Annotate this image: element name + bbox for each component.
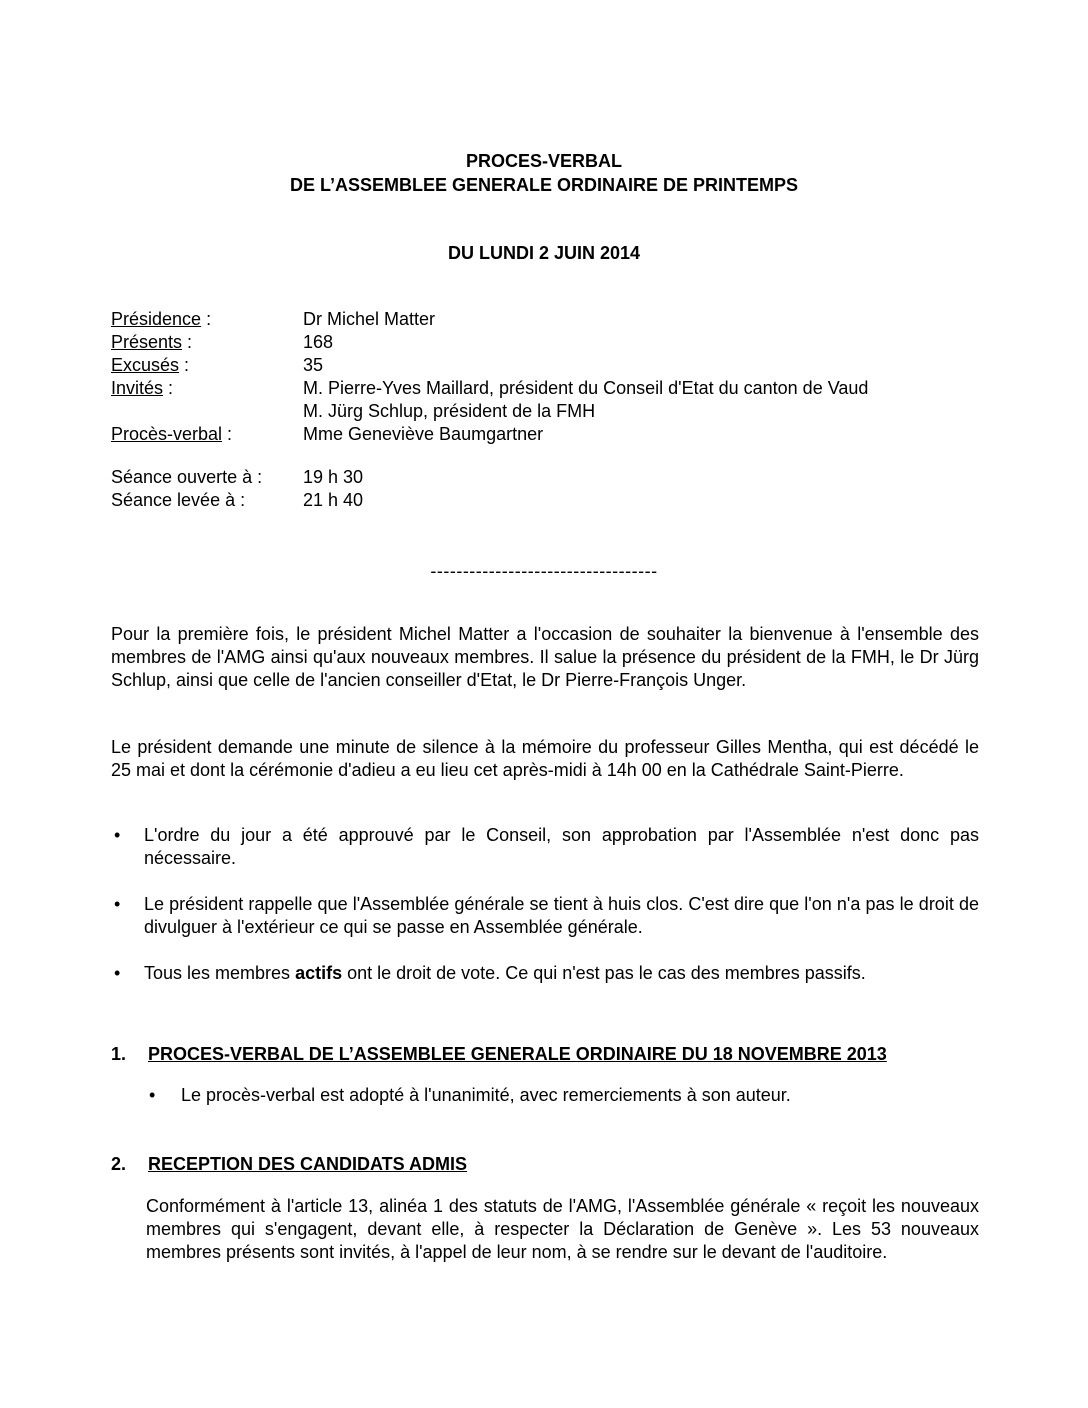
bullet-text: L'ordre du jour a été approuvé par le Conseil, son approbation par l'Assemblée n'est donc pas nécessaire. — [144, 825, 979, 868]
bullet-icon: • — [114, 963, 121, 983]
section-title: RECEPTION DES CANDIDATS ADMIS — [148, 1154, 468, 1174]
bullet-text-emphasis: actifs — [295, 963, 343, 983]
meta-value-ouverte: 19 h 30 — [303, 467, 364, 487]
bullet-icon: • — [149, 1085, 156, 1105]
meta-value-invites-2: M. Jürg Schlup, président de la FMH — [303, 401, 596, 421]
meta-label-presents: Présents — [111, 332, 183, 352]
meta-row-ouverte — [111, 466, 1011, 489]
list-item — [146, 1084, 976, 1107]
list-item — [111, 962, 979, 985]
bullet-text: Le président rappelle que l'Assemblée générale se tient à huis clos. C'est dire que l'on n'a pas le droit de divulguer à l'extérieur ce qui se passe en Assemblée générale. — [144, 894, 979, 937]
meta-colon: : — [182, 332, 193, 352]
section-number: 2. — [111, 1154, 127, 1174]
intro-paragraph: Pour la première fois, le président Michel Matter a l'occasion de souhaiter la bienvenue à l'ensemble des membres de l'AMG ainsi qu'aux nouveaux membres. Il salue la présence du président de la FMH, le Dr Jürg Schlup, ainsi que celle de l'ancien conseiller d'Etat, le Dr Pierre-François Unger. — [111, 624, 979, 690]
intro-bullet-list — [111, 824, 979, 1008]
meta-row-invites-2 — [111, 400, 1011, 423]
section-2-paragraph: Conformément à l'article 13, alinéa 1 des statuts de l'AMG, l'Assemblée générale « reçoit les nouveaux membres qui s'engagent, devant elle, à respecter la Déclaration de Genève ». Les 53 nouveaux membres présents sont invités, à l'appel de leur nom, à se rendre sur le devant de l'auditoire. — [146, 1196, 979, 1262]
meta-value-presidence: Dr Michel Matter — [303, 309, 436, 329]
bullet-text: Le procès-verbal est adopté à l'unanimité, avec remerciements à son auteur. — [181, 1085, 791, 1105]
section-heading-1 — [111, 1043, 887, 1066]
session-times — [111, 466, 1011, 512]
section-title: PROCES-VERBAL DE L’ASSEMBLEE GENERALE ORDINAIRE DU 18 NOVEMBRE 2013 — [148, 1044, 887, 1064]
meta-row-invites — [111, 377, 1011, 400]
meta-value-proces-verbal: Mme Geneviève Baumgartner — [303, 424, 544, 444]
meta-label-invites: Invités — [111, 378, 164, 398]
meta-row-proces-verbal — [111, 423, 1011, 446]
meta-row-presents — [111, 331, 1011, 354]
list-item — [111, 893, 979, 939]
bullet-text-part: ont le droit de vote. Ce qui n'est pas le cas des membres passifs. — [342, 963, 866, 983]
meta-value-invites-1: M. Pierre-Yves Maillard, président du Conseil d'Etat du canton de Vaud — [303, 378, 869, 398]
list-item — [111, 824, 979, 870]
separator-line: ----------------------------------- — [430, 561, 658, 581]
meeting-metadata — [111, 308, 1011, 446]
bullet-icon: • — [114, 825, 121, 845]
meta-value-levee: 21 h 40 — [303, 490, 364, 510]
bullet-icon: • — [114, 894, 121, 914]
meta-value-presents: 168 — [303, 332, 334, 352]
bullet-text — [144, 962, 979, 985]
meta-colon: : — [201, 309, 212, 329]
silence-paragraph: Le président demande une minute de silence à la mémoire du professeur Gilles Mentha, qui est décédé le 25 mai et dont la cérémonie d'adieu a eu lieu cet après-midi à 14h 00 en la Cathédrale Saint-Pierre. — [111, 737, 979, 780]
meta-label-presidence: Présidence — [111, 309, 202, 329]
meta-colon: : — [179, 355, 190, 375]
section-heading-2 — [111, 1153, 467, 1176]
meta-label-excuses: Excusés — [111, 355, 180, 375]
document-date: DU LUNDI 2 JUIN 2014 — [447, 243, 641, 263]
meta-label-ouverte: Séance ouverte à : — [111, 467, 263, 487]
meta-colon: : — [163, 378, 174, 398]
bullet-text-part: Tous les membres — [144, 963, 296, 983]
meta-row-presidence — [111, 308, 1011, 331]
document-subtitle: DE L’ASSEMBLEE GENERALE ORDINAIRE DE PRINTEMPS — [289, 175, 799, 195]
meta-row-levee — [111, 489, 1011, 512]
meta-label-levee: Séance levée à : — [111, 490, 246, 510]
meta-value-excuses: 35 — [303, 355, 324, 375]
section-number: 1. — [111, 1044, 127, 1064]
document-title: PROCES-VERBAL — [465, 151, 622, 171]
meta-row-excuses — [111, 354, 1011, 377]
meta-colon: : — [222, 424, 233, 444]
meta-label-proces-verbal: Procès-verbal — [111, 424, 223, 444]
